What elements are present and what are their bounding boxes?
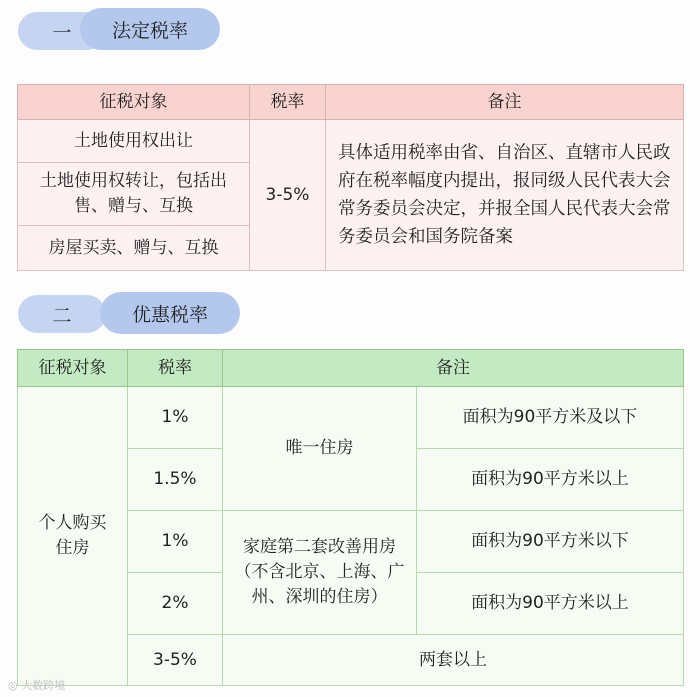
table2-header-rate: 税率	[128, 350, 223, 387]
table2-rate-cell: 1.5%	[128, 449, 223, 511]
table2-two-plus-cell: 两套以上	[223, 635, 684, 686]
table1-header-note: 备注	[326, 85, 684, 120]
section-title-2: 优惠税率	[100, 292, 240, 334]
statutory-rate-table	[17, 84, 684, 271]
section-number-1: 一	[18, 12, 106, 50]
table2-second-house-cell: 家庭第二套改善用房（不含北京、上海、广州、深圳的住房）	[223, 511, 417, 635]
table2-area-cell: 面积为90平方米及以下	[417, 387, 684, 449]
table2-rate-cell: 1%	[128, 387, 223, 449]
preferential-rate-table	[17, 349, 684, 686]
table2-object-cell: 个人购买住房	[18, 387, 128, 686]
table2-rate-cell: 2%	[128, 573, 223, 635]
table1-header-object: 征税对象	[18, 85, 250, 120]
table2-header-note: 备注	[223, 350, 684, 387]
table2-rate-cell: 1%	[128, 511, 223, 573]
table2-area-cell: 面积为90平方米以上	[417, 573, 684, 635]
table2-only-house-cell: 唯一住房	[223, 387, 417, 511]
table1-object-cell: 土地使用权转让，包括出售、赠与、互换	[18, 163, 250, 226]
section-title-1: 法定税率	[80, 8, 220, 50]
table2-area-cell: 面积为90平方米以下	[417, 511, 684, 573]
table1-note-cell: 具体适用税率由省、自治区、直辖市人民政府在税率幅度内提出，报同级人民代表大会常务委员会决定，并报全国人民代表大会常务委员会和国务院备案	[326, 120, 684, 271]
table1-header-rate: 税率	[250, 85, 326, 120]
table2-area-cell: 面积为90平方米以上	[417, 449, 684, 511]
table2-rate-cell: 3-5%	[128, 635, 223, 686]
watermark-icon: ◎	[8, 679, 22, 692]
table1-rate-cell: 3-5%	[250, 120, 326, 271]
table1-object-cell: 房屋买卖、赠与、互换	[18, 226, 250, 271]
watermark: ◎ 大数跨境	[8, 679, 66, 692]
table1-object-cell: 土地使用权出让	[18, 120, 250, 163]
section-number-2: 二	[18, 295, 106, 333]
table2-header-object: 征税对象	[18, 350, 128, 387]
